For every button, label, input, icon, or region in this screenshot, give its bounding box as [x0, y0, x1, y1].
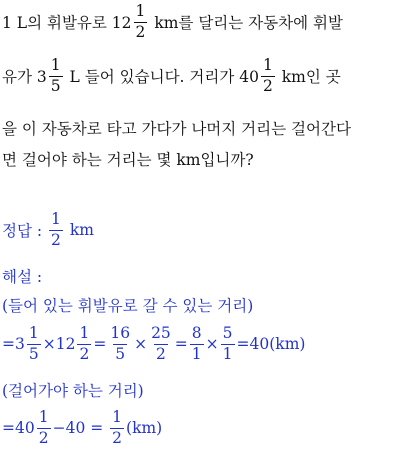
problem-line-2-text-b: L 들어 있습니다. 거리가 40 [64, 68, 259, 86]
fraction [221, 326, 235, 362]
fraction-numerator: 1 [51, 210, 61, 228]
fraction-numerator: 1 [112, 408, 123, 426]
expr-text: =40(km) [236, 335, 306, 353]
fraction [190, 326, 204, 362]
problem-line-4 [2, 148, 254, 170]
solution-step-1-title-text: (들어 있는 휘발유로 갈 수 있는 거리) [2, 297, 254, 315]
problem-line-1 [2, 4, 343, 40]
fraction-one-fifth [49, 58, 63, 94]
fraction-denominator: 2 [155, 344, 166, 363]
fraction-denominator: 2 [262, 76, 273, 95]
answer-unit: km [64, 221, 94, 239]
solution-step-1-title [2, 294, 253, 316]
fraction-denominator: 5 [28, 344, 39, 363]
problem-line-2-text-a: 유가 3 [2, 68, 47, 86]
fraction-numerator: 1 [38, 408, 49, 426]
fraction [27, 326, 41, 362]
expr-text: =40 [2, 419, 35, 437]
fraction-denominator: 1 [191, 344, 202, 363]
fraction [110, 410, 124, 446]
fraction-denominator: 2 [38, 428, 49, 447]
answer-label: 정답 : [2, 222, 48, 240]
problem-line-3 [2, 117, 351, 139]
problem-line-2 [2, 58, 341, 94]
fraction-denominator: 2 [51, 230, 61, 249]
fraction [37, 410, 51, 446]
fraction [149, 326, 173, 362]
expr-text: × [205, 335, 219, 353]
fraction-one-half [261, 58, 275, 94]
problem-line-1-text-b: km를 달리는 자동차에 휘발 [149, 14, 343, 32]
expr-text: = [93, 335, 107, 353]
fraction-numerator: 5 [222, 324, 233, 342]
fraction-denominator: 2 [112, 428, 123, 447]
solution-step-1-expression [2, 326, 305, 362]
answer-line [2, 212, 94, 248]
fraction-denominator: 5 [115, 344, 126, 363]
fraction-numerator: 1 [28, 324, 39, 342]
fraction-denominator: 1 [222, 344, 233, 363]
expr-text: ×12 [42, 335, 76, 353]
expr-text: = [174, 335, 188, 353]
fraction-numerator: 8 [191, 324, 202, 342]
problem-line-4-text: 면 걸어야 하는 거리는 몇 km입니까? [2, 151, 254, 169]
fraction-denominator: 2 [79, 344, 90, 363]
problem-line-3-text: 을 이 자동차로 타고 가다가 나머지 거리는 걸어간다 [2, 120, 351, 138]
fraction-numerator: 16 [110, 324, 131, 342]
solution-step-2-title [2, 379, 144, 401]
solution-step-2-title-text: (걸어가야 하는 거리) [2, 382, 144, 400]
fraction-numerator: 1 [79, 324, 90, 342]
fraction-denominator: 2 [135, 22, 146, 41]
answer-fraction [49, 212, 63, 248]
expr-text: × [134, 335, 148, 353]
problem-line-1-text-a: 1 L의 휘발유로 12 [2, 14, 132, 32]
fraction-denominator: 5 [50, 76, 61, 95]
solution-label-text: 해설 : [2, 268, 43, 286]
fraction-numerator: 25 [151, 324, 171, 342]
fraction-numerator: 1 [50, 56, 61, 74]
problem-line-2-text-c: km인 곳 [276, 68, 341, 86]
fraction [108, 326, 132, 362]
solution-step-2-expression [2, 410, 162, 446]
expr-text: −40 = [52, 419, 109, 437]
solution-label [2, 265, 42, 287]
fraction [77, 326, 91, 362]
expr-text: =3 [2, 335, 25, 353]
fraction-numerator: 1 [262, 56, 273, 74]
fraction-numerator: 1 [135, 2, 146, 20]
expr-text: (km) [126, 419, 163, 437]
fraction-one-half [134, 4, 148, 40]
